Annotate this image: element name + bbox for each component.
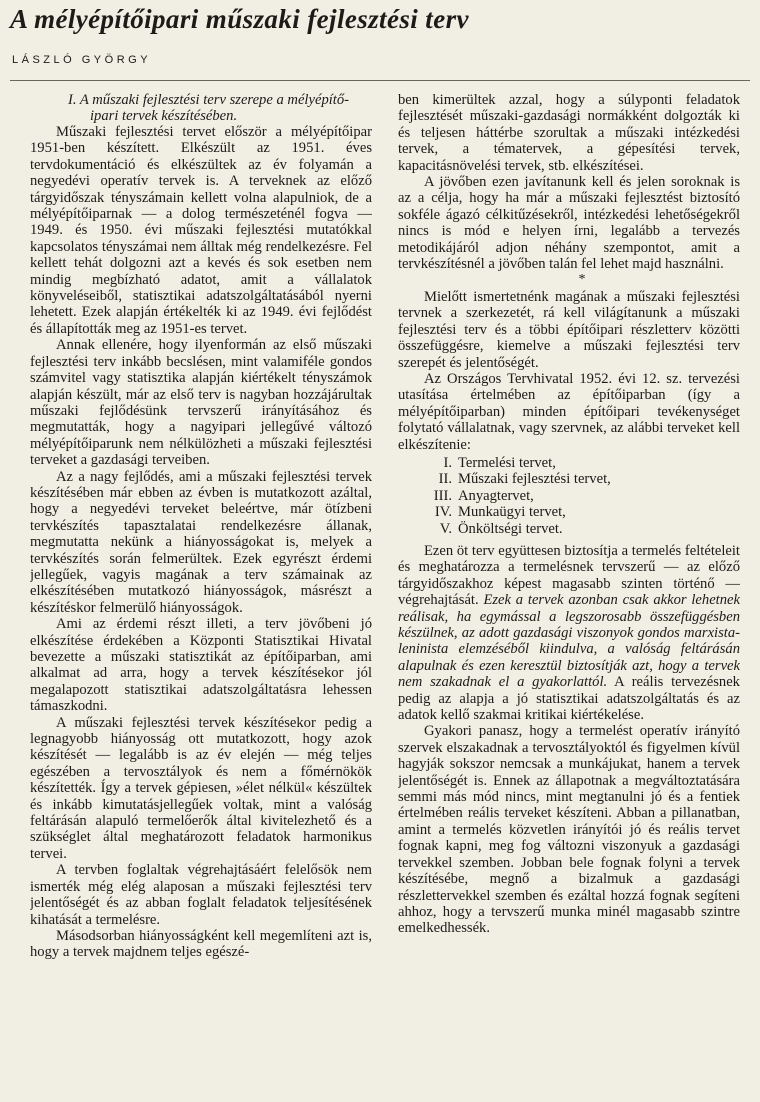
- plans-list: [398, 455, 740, 537]
- right-column: [398, 92, 740, 1096]
- list-item: [412, 488, 740, 504]
- section-heading-line1: I. A műszaki fejlesztési terv szerepe a mélyépítő-: [68, 92, 350, 108]
- paragraph: Gyakori panasz, hogy a termelést operatív irányító szervek elszakadnak a tervosztályoktól és figyelmen kívül hagyják sokszor nemcsak a munkájukat, hanem a tervek jelentőségét is. Ennek az állapotnak a megváltoztatására semmi más mód nincs, mint megtanulni jó és a fentiek értelmében reális terveket készíteni. Abban a pillanatban, amint a termelés közvetlen irányítói jó és reális tervet fognak kapni, meg fog változni viszonyuk a gazdasági tervekkel szemben. Jobban bele fognak folyni a tervek készítésébe, megnő a bizalmuk a gazdasági részlettervekkel szemben és ezáltal hozzá fognak segíteni ahhoz, hogy a tervszerű munka minél magasabb szintre emelkedhessék.: [398, 723, 740, 937]
- emphasized-text: Ezek a tervek azonban csak akkor lehetnek reálisak, ha egymással a legszorosabb összefüggésben készülnek, az adott gazdasági viszonyok gondos marxista-leninista elemzéséből kiindulva, a valóság feltárásán alapulnak és ezen keresztül biztosítják azt, hogy a tervek nem szakadnak el a gyakorlattól.: [398, 592, 740, 691]
- list-item-text: Termelési tervet,: [458, 454, 556, 471]
- paragraph: A műszaki fejlesztési tervek készítésekor pedig a legnagyobb hiányosság ott mutatkozott, hogy azok készítését — legalább is az év elején — még teljes egészében a tervosztályok és nem a főmérnökök készítették. Így a tervek gépiesen, »élet nélkül« készültek és inkább kimutatásjellegűek voltak, mint a valóság feltárásán alapuló termelőerők által kivitelezhető és a szükséglet által meghatározott feladatok harmonikus tervei.: [30, 714, 372, 862]
- paragraph: A jövőben ezen javítanunk kell és jelen soroknak is az a célja, hogy ha már a műszaki fejlesztést biztosító sokféle ágazó célkitűzésekről, intézkedési lehetőségekről nincs is mód e helyen írni, legalább a tervezés metodikájáról adjon néhány szempontot, amit a tervkészítésnél a jövőben talán fel lehet majd használni.: [398, 174, 740, 273]
- section-heading-line2: ipari tervek készítésében.: [90, 108, 238, 124]
- list-item-text: Anyagtervet,: [458, 487, 534, 504]
- list-item: [412, 521, 740, 537]
- paragraph: [398, 543, 740, 723]
- paragraph: Mielőtt ismertetnénk magának a műszaki fejlesztési tervnek a szerkezetét, rá kell világítanunk a műszaki fejlesztési terv és a többi építőipari részletterv közötti összefüggésre, kiemelve a műszaki fejlesztési terv szerepét és jelentőségét.: [398, 288, 740, 371]
- list-item-text: Munkaügyi tervet,: [458, 504, 566, 521]
- list-item: [412, 471, 740, 487]
- paragraph: Ami az érdemi részt illeti, a terv jövőbeni jó elkészítése érdekében a Központi Statisztikai Hivatal bevezette a műszaki statisztikát az építőiparban, ami alkalmat ad arra, hogy a tervek készítésekor jól megalapozott statisztikai adatszolgáltatásra lehessen támaszkodni.: [30, 616, 372, 715]
- paragraph-text: A reális tervezésnek pedig az alapja a jó statisztikai adatszolgáltatás és az adatok kellő szakmai kritikai kiértékelése.: [398, 674, 740, 724]
- list-item-number: V.: [439, 520, 452, 537]
- list-item-text: Önköltségi tervet.: [458, 520, 563, 537]
- list-item-number: I.: [443, 454, 452, 471]
- section-separator-star: *: [578, 272, 586, 288]
- paragraph: Az Országos Tervhivatal 1952. évi 12. sz. tervezési utasítása értelmében az építőiparban (így a mélyépítőiparban) minden építőipari tevékenységet folytató vállalatnak, vagy szervnek, az alábbi terveket kell elkészítenie:: [398, 370, 740, 453]
- list-item: [412, 455, 740, 471]
- list-item-number: IV.: [434, 504, 452, 521]
- paragraph: Műszaki fejlesztési tervet először a mélyépítőipar 1951-ben készített. Elkészült az 1951. éves tervdokumentáció és elkészültek az év folyamán a negyedévi operatív tervek is. A terveknek az előző tárgyidőszak tényszámain kellett volna alapulniok, de a mélyépítőiparnak — a dolog természeténél fogva — 1949. és 1950. évi műszaki fejlesztési mutatókkal kapcsolatos tényszámai nem álltak még rendelkezésre. Fel kellett tehát dolgozni azt a kevés és sok esetben nem mindig megbízható adatot, amit a vállalatok könyveléseiből, statisztikai adatszolgáltatásából nyerni lehetett. Ezek alapján értékelték ki az 1949. évi fejlődést és állapították meg az 1951-es tervet.: [30, 124, 372, 337]
- paragraph: Másodsorban hiányosságként kell megemlíteni azt is, hogy a tervek majdnem teljes egészé-: [30, 927, 372, 961]
- author-name: LÁSZLÓ GYÖRGY: [12, 54, 152, 66]
- paragraph: A tervben foglaltak végrehajtásáért felelősök nem ismerték még elég alaposan a műszaki fejlesztési terv jelentőségét és az abban foglalt feladatok teljesítésének kihatását a termelésre.: [30, 862, 372, 928]
- section-heading: [30, 92, 372, 124]
- list-item-number: II.: [438, 471, 452, 488]
- paragraph: Annak ellenére, hogy ilyenformán az első műszaki fejlesztési terv inkább becslésen, mint valamiféle gondos számvitel vagy statisztika alapján kiértékelt tényszámok alapján készült, már az első terv is nagyban hozzájárultak műszaki fejlődésünk tervszerű irányításához és megmutatták, hogy a nagyipari jellegűvé változó mélyépítőiparunk nem nélkülözheti a műszaki fejlesztési terveket a gazdasági terveiben.: [30, 337, 372, 469]
- article-title: A mélyépítőipari műszaki fejlesztési terv: [10, 4, 469, 34]
- header-divider: [10, 80, 750, 81]
- paragraph-text: Ezen öt terv együttesen biztosítja a termelés feltételeit és meghatározza a termelésnek tervszerű — az előző tárgyidőszakhoz képest magasabb szinten történő — végrehajtását.: [398, 542, 740, 609]
- paragraph-continued: ben kimerültek azzal, hogy a súlyponti feladatok fejlesztését műszaki-gazdasági normákként dolgozták ki és teljesen háttérbe szorultak a műszaki intézkedési tervek, a tématervek, a gépesítési tervek, kapacitásnövelési tervek, stb. elkészítései.: [398, 92, 740, 174]
- paragraph: Az a nagy fejlődés, ami a műszaki fejlesztési tervek készítésében már ebben az évben is mutatkozott azáltal, hogy a negyedévi terveket beleértve, már ötízbeni tervkészítés tapasztalatai rendelkezésre állanak, megmutatta nekünk a hiányosságokat is, melyek a tervkészítés során felmerültek. Ezek egyrészt érdemi jellegűek, vagyis magának a terv számainak az elkészítésében mutatkozó hiányosságok, másrészt a készítéskor felmerülő hiányosságok.: [30, 468, 372, 616]
- left-column: [30, 92, 372, 1096]
- list-item: [412, 504, 740, 520]
- list-item-text: Műszaki fejlesztési tervet,: [458, 471, 611, 488]
- list-item-number: III.: [433, 487, 452, 504]
